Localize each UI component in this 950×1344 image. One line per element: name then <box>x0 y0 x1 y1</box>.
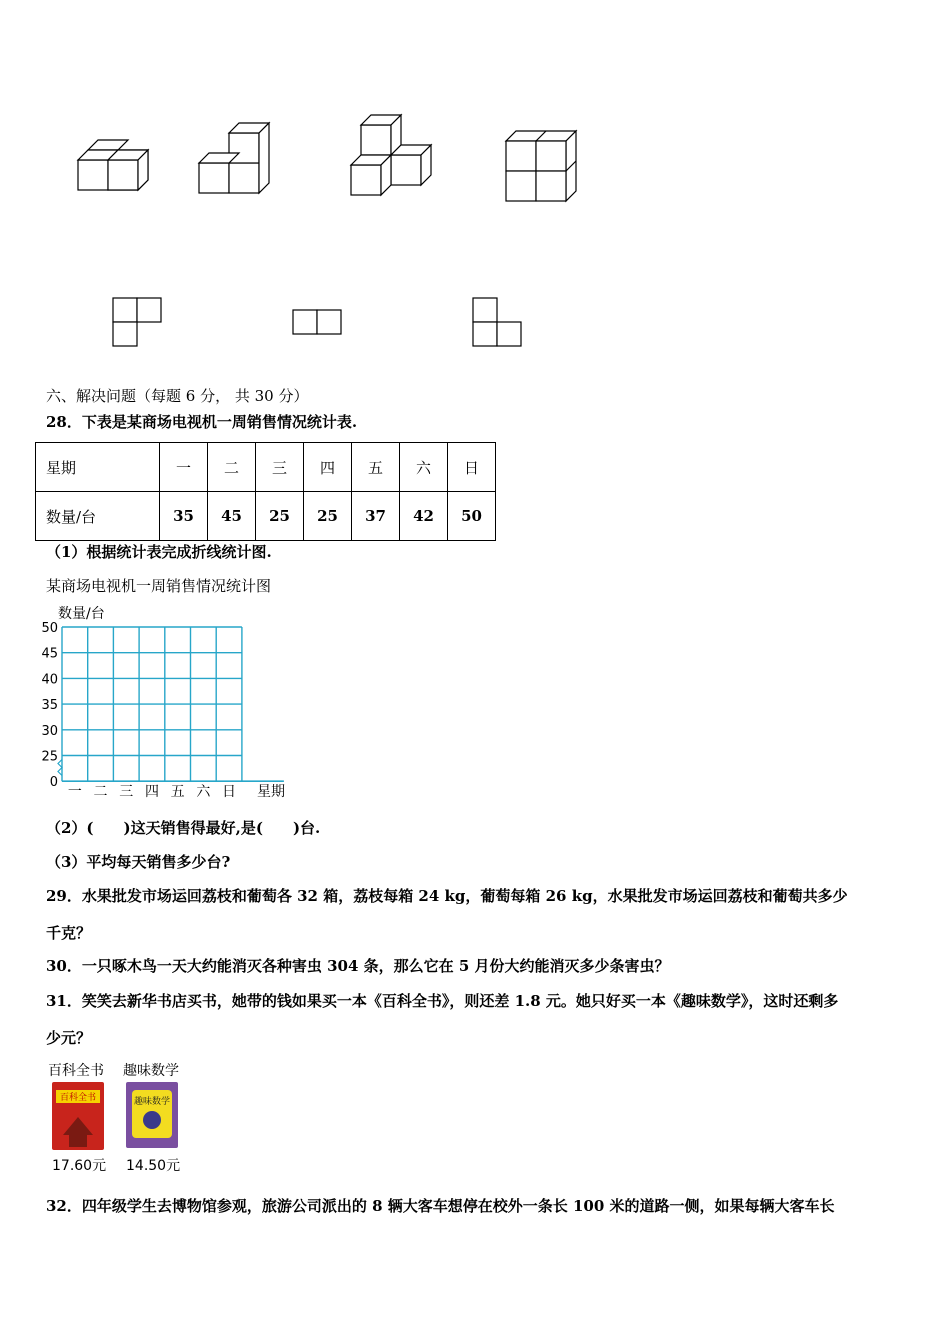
table-cell: 六 <box>400 443 448 492</box>
line-chart <box>36 600 306 805</box>
cube-figure-2 <box>199 123 269 193</box>
table-cell: 50 <box>448 492 496 541</box>
book1-cover-title: 百科全书 <box>56 1090 100 1103</box>
x-tick-label: 六 <box>196 784 211 800</box>
y-tick-label: 40 <box>41 672 58 688</box>
book2-cover <box>126 1082 178 1148</box>
y-tick-label: 30 <box>41 723 58 739</box>
table-cell: 二 <box>208 443 256 492</box>
q28-stem: 28．下表是某商场电视机一周销售情况统计表. <box>46 413 358 431</box>
table-cell: 三 <box>256 443 304 492</box>
view-figure-3 <box>473 298 521 346</box>
y-tick-label: 45 <box>41 646 58 662</box>
table-row <box>36 492 496 541</box>
book1-label: 百科全书 <box>48 1063 104 1079</box>
table-cell: 42 <box>400 492 448 541</box>
q31-line2: 少元？ <box>46 1029 92 1047</box>
table-cell: 35 <box>160 492 208 541</box>
chart-grid <box>58 627 284 781</box>
x-tick-label: 三 <box>119 784 134 800</box>
book2-cover-panel <box>132 1090 172 1138</box>
x-tick-label: 五 <box>170 784 185 800</box>
table-cell: 日 <box>448 443 496 492</box>
q30-line1: 30．一只啄木鸟一天大约能消灭各种害虫 304 条，那么它在 5 月份大约能消灭多少条害虫？ <box>46 957 670 975</box>
table-cell: 四 <box>304 443 352 492</box>
cube-figure-1 <box>78 140 148 190</box>
temple-icon <box>63 1117 93 1147</box>
q32-line1: 32．四年级学生去博物馆参观，旅游公司派出的 8 辆大客车想停在校外一条长 100 米的道路一侧，如果每辆大客车长 <box>46 1197 835 1215</box>
q28-part3: （3）平均每天销售多少台? <box>46 853 231 871</box>
book1-cover <box>52 1082 104 1150</box>
cube-figure-4 <box>506 131 576 201</box>
book2-label: 趣味数学 <box>123 1063 179 1079</box>
book2-cover-title: 趣味数学 <box>133 1097 170 1107</box>
view-figure-1 <box>113 298 161 346</box>
y-tick-label: 50 <box>41 621 58 636</box>
x-tick-label: 一 <box>67 784 82 800</box>
sales-table <box>35 442 496 541</box>
chart-title: 某商场电视机一周销售情况统计图 <box>46 577 272 595</box>
character-icon <box>143 1111 161 1129</box>
y-tick-label: 35 <box>41 698 58 714</box>
table-cell: 37 <box>352 492 400 541</box>
table-cell: 五 <box>352 443 400 492</box>
q28-part1: （1）根据统计表完成折线统计图. <box>46 543 272 561</box>
x-tick-label: 日 <box>222 784 237 800</box>
cube-figure-3 <box>351 115 431 195</box>
book1-price: 17.60元 <box>52 1158 107 1174</box>
section-six-title: 六、解决问题（每题 6 分， 共 30 分） <box>46 387 309 405</box>
q29-line1: 29．水果批发市场运回荔枝和葡萄各 32 箱，荔枝每箱 24 kg，葡萄每箱 26 kg，水果批发市场运回荔枝和葡萄共多少 <box>46 887 848 905</box>
table-row-label: 星期 <box>36 443 160 492</box>
table-cell: 25 <box>304 492 352 541</box>
q31-line1: 31．笑笑去新华书店买书，她带的钱如果买一本《百科全书》，则还差 1.8 元。她只好买一本《趣味数学》，这时还剩多 <box>46 992 839 1010</box>
y-tick-label: 0 <box>49 775 58 791</box>
table-cell: 一 <box>160 443 208 492</box>
x-tick-label: 二 <box>93 784 108 800</box>
table-row-label: 数量/台 <box>36 492 160 541</box>
table-cell: 45 <box>208 492 256 541</box>
cube-figures <box>0 0 950 360</box>
table-row <box>36 443 496 492</box>
chart-xlabel: 星期 <box>257 784 285 800</box>
book2-price: 14.50元 <box>126 1158 181 1174</box>
q28-part2: （2）( )这天销售得最好,是( )台. <box>46 819 321 837</box>
chart-ylabel: 数量/台 <box>58 606 105 622</box>
q29-line2: 千克？ <box>46 924 92 942</box>
y-tick-label: 25 <box>41 749 58 765</box>
view-figure-2 <box>293 310 341 334</box>
x-tick-label: 四 <box>144 784 159 800</box>
table-cell: 25 <box>256 492 304 541</box>
